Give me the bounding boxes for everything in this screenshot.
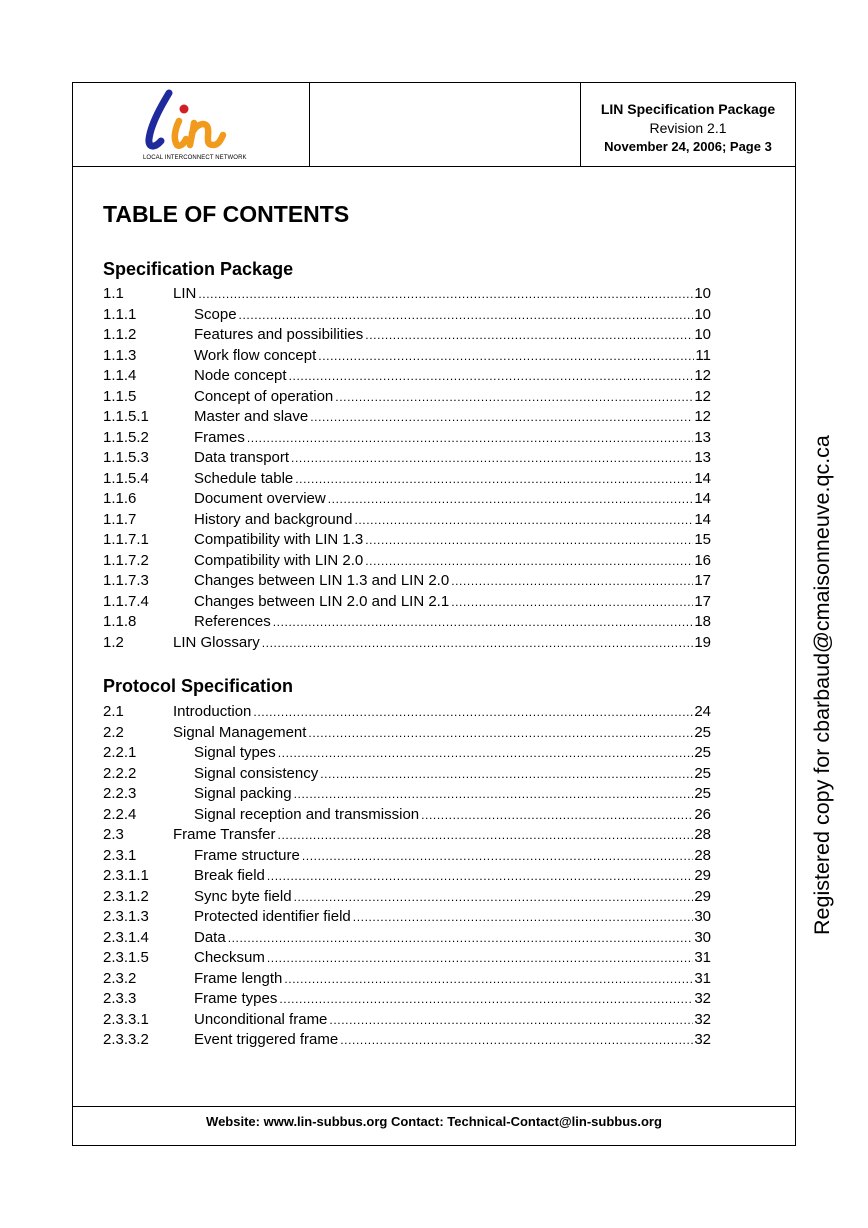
toc-entry-page: 24 bbox=[694, 703, 711, 720]
toc-entry[interactable] bbox=[103, 887, 711, 908]
toc-dot-leader bbox=[353, 907, 694, 928]
toc-entry[interactable] bbox=[103, 571, 711, 592]
toc-entry-line bbox=[194, 571, 711, 592]
toc-entry-line bbox=[194, 805, 711, 826]
toc-entry-number: 2.3.1.1 bbox=[103, 867, 149, 884]
toc-entry-line bbox=[194, 928, 711, 949]
toc-entry-page: 12 bbox=[694, 387, 711, 405]
toc-entry-number: 2.3.3.2 bbox=[103, 1031, 149, 1048]
toc-entry-number: 2.3.1 bbox=[103, 846, 137, 864]
toc-entry-line bbox=[173, 284, 711, 305]
toc-entry-title[interactable]: Signal reception and transmission bbox=[194, 805, 421, 826]
toc-entry-number: 1.2 bbox=[103, 633, 124, 651]
toc-entry[interactable] bbox=[103, 346, 711, 367]
toc-entry-page: 28 bbox=[694, 846, 711, 864]
toc-entry-line bbox=[194, 948, 711, 969]
toc-dot-leader bbox=[239, 305, 694, 326]
toc-entry-line bbox=[194, 907, 711, 928]
toc-entry-line bbox=[194, 612, 711, 633]
toc-entry-page: 14 bbox=[694, 490, 711, 507]
toc-dot-leader bbox=[198, 284, 693, 305]
toc-dot-leader bbox=[329, 1010, 693, 1031]
toc-entry-page: 32 bbox=[694, 1010, 711, 1028]
document-date-page: November 24, 2006; Page 3 bbox=[604, 139, 772, 154]
toc-entry-line bbox=[194, 846, 711, 867]
toc-entry-line bbox=[194, 448, 711, 469]
toc-entry[interactable] bbox=[103, 764, 711, 785]
toc-dot-leader bbox=[421, 805, 693, 826]
toc-entry-line bbox=[194, 989, 711, 1010]
toc-entry-number: 1.1.5.4 bbox=[103, 469, 149, 487]
toc-entry-title[interactable]: Unconditional frame bbox=[194, 1010, 329, 1031]
toc-entry-number: 1.1.8 bbox=[103, 613, 137, 630]
toc-entry-number: 2.3.2 bbox=[103, 969, 137, 987]
toc-list-specification bbox=[103, 284, 711, 653]
toc-entry-number: 1.1.5.1 bbox=[103, 408, 149, 425]
toc-entry-number: 2.3.1.5 bbox=[103, 949, 149, 966]
toc-entry-line bbox=[194, 887, 711, 908]
toc-entry-page: 25 bbox=[694, 785, 711, 802]
toc-entry-line bbox=[194, 428, 711, 449]
header-empty-cell bbox=[310, 83, 581, 166]
toc-entry-page: 30 bbox=[694, 908, 711, 925]
toc-dot-leader bbox=[228, 928, 694, 949]
toc-dot-leader bbox=[308, 723, 693, 744]
toc-dot-leader bbox=[310, 407, 693, 428]
toc-entry[interactable] bbox=[103, 846, 711, 867]
toc-entry-number: 2.3.3.1 bbox=[103, 1010, 149, 1028]
toc-entry[interactable] bbox=[103, 866, 711, 887]
toc-entry-number: 1.1.5 bbox=[103, 387, 137, 405]
toc-entry[interactable] bbox=[103, 592, 711, 613]
toc-dot-leader bbox=[295, 469, 693, 490]
toc-dot-leader bbox=[294, 784, 694, 805]
document-info-cell bbox=[581, 83, 795, 166]
toc-entry[interactable] bbox=[103, 469, 711, 490]
toc-entry[interactable] bbox=[103, 723, 711, 744]
toc-entry-page: 18 bbox=[694, 613, 711, 630]
toc-entry-line bbox=[194, 346, 711, 367]
toc-entry-number: 2.3.3 bbox=[103, 990, 137, 1007]
logo-cell bbox=[73, 83, 310, 166]
document-revision: Revision 2.1 bbox=[649, 120, 727, 136]
toc-entry-title[interactable]: Master and slave bbox=[194, 407, 310, 428]
toc-entry-line bbox=[173, 633, 711, 654]
toc-dot-leader bbox=[253, 702, 693, 723]
toc-dot-leader bbox=[354, 510, 693, 531]
toc-entry-number: 2.3 bbox=[103, 826, 124, 843]
toc-entry-title[interactable]: Protected identifier field bbox=[194, 907, 353, 928]
footer-contact: Website: www.lin-subbus.org Contact: Technical-Contact@lin-subbus.org bbox=[206, 1114, 662, 1129]
toc-entry-page: 16 bbox=[694, 551, 711, 569]
toc-entry-title[interactable]: Event triggered frame bbox=[194, 1030, 340, 1051]
toc-entry-page: 29 bbox=[694, 887, 711, 905]
toc-entry-line bbox=[194, 592, 711, 613]
toc-entry-title[interactable]: Features and possibilities bbox=[194, 325, 365, 346]
toc-entry-title[interactable]: LIN Glossary bbox=[173, 633, 262, 654]
toc-entry[interactable] bbox=[103, 551, 711, 572]
toc-dot-leader bbox=[294, 887, 694, 908]
toc-entry-number: 2.1 bbox=[103, 703, 124, 720]
toc-entry[interactable] bbox=[103, 907, 711, 928]
toc-entry-title[interactable]: Node concept bbox=[194, 366, 289, 387]
toc-entry-line bbox=[194, 866, 711, 887]
toc-entry-line bbox=[194, 366, 711, 387]
toc-entry-number: 1.1.5.3 bbox=[103, 449, 149, 466]
toc-dot-leader bbox=[365, 551, 693, 572]
toc-entry-number: 1.1.5.2 bbox=[103, 428, 149, 446]
toc-entry-line bbox=[194, 325, 711, 346]
toc-entry[interactable] bbox=[103, 1010, 711, 1031]
toc-entry-title[interactable]: Work flow concept bbox=[194, 346, 318, 367]
toc-entry-number: 1.1.7.3 bbox=[103, 572, 149, 589]
toc-dot-leader bbox=[273, 612, 694, 633]
toc-entry-number: 1.1.2 bbox=[103, 326, 137, 343]
toc-entry-line bbox=[194, 969, 711, 990]
toc-entry-number: 1.1.7.1 bbox=[103, 531, 149, 548]
toc-entry-page: 10 bbox=[694, 326, 711, 343]
toc-entry-line bbox=[194, 510, 711, 531]
toc-entry-line bbox=[194, 489, 711, 510]
toc-entry-number: 2.3.1.4 bbox=[103, 928, 149, 946]
toc-entry-number: 1.1 bbox=[103, 285, 124, 302]
toc-entry-title[interactable]: References bbox=[194, 612, 273, 633]
toc-entry-title[interactable]: Frame types bbox=[194, 989, 279, 1010]
toc-entry-title[interactable]: Introduction bbox=[173, 702, 253, 723]
logo-caption: LOCAL INTERCONNECT NETWORK bbox=[143, 155, 247, 161]
toc-entry-page: 28 bbox=[694, 826, 711, 843]
toc-entry-line bbox=[194, 305, 711, 326]
toc-entry[interactable] bbox=[103, 1030, 711, 1051]
toc-dot-leader bbox=[267, 866, 693, 887]
toc-entry-title[interactable]: Sync byte field bbox=[194, 887, 294, 908]
toc-entry[interactable] bbox=[103, 633, 711, 654]
page-footer bbox=[73, 1106, 795, 1147]
toc-entry-number: 2.2.4 bbox=[103, 805, 137, 823]
toc-dot-leader bbox=[328, 489, 694, 510]
toc-entry-title[interactable]: Signal Management bbox=[173, 723, 308, 744]
toc-entry-page: 29 bbox=[694, 867, 711, 884]
toc-entry[interactable] bbox=[103, 743, 711, 764]
toc-entry-number: 2.3.1.2 bbox=[103, 887, 149, 905]
toc-heading: TABLE OF CONTENTS bbox=[103, 201, 350, 227]
toc-entry[interactable] bbox=[103, 948, 711, 969]
toc-entry-title[interactable]: Data transport bbox=[194, 448, 291, 469]
toc-entry-title[interactable]: Frame length bbox=[194, 969, 284, 990]
toc-entry[interactable] bbox=[103, 969, 711, 990]
toc-entry-page: 25 bbox=[694, 723, 711, 741]
toc-entry-line bbox=[194, 469, 711, 490]
toc-dot-leader bbox=[267, 948, 693, 969]
toc-entry[interactable] bbox=[103, 428, 711, 449]
toc-entry-title[interactable]: Document overview bbox=[194, 489, 328, 510]
toc-dot-leader bbox=[340, 1030, 693, 1051]
toc-entry[interactable] bbox=[103, 407, 711, 428]
toc-entry-page: 10 bbox=[694, 285, 711, 302]
toc-entry-line bbox=[194, 551, 711, 572]
toc-entry-title[interactable]: Changes between LIN 2.0 and LIN 2.1 bbox=[194, 592, 451, 613]
toc-entry-title[interactable]: Signal types bbox=[194, 743, 278, 764]
toc-entry-page: 26 bbox=[694, 805, 711, 823]
toc-dot-leader bbox=[365, 530, 693, 551]
toc-entry[interactable] bbox=[103, 510, 711, 531]
toc-dot-leader bbox=[302, 846, 693, 867]
toc-entry-page: 13 bbox=[694, 449, 711, 466]
toc-dot-leader bbox=[365, 325, 693, 346]
toc-entry-page: 25 bbox=[694, 764, 711, 782]
toc-entry[interactable] bbox=[103, 387, 711, 408]
toc-entry-page: 17 bbox=[694, 572, 711, 589]
toc-dot-leader bbox=[320, 764, 693, 785]
toc-entry-number: 2.3.1.3 bbox=[103, 908, 149, 925]
toc-entry-number: 1.1.7 bbox=[103, 510, 137, 528]
toc-entry-page: 25 bbox=[694, 744, 711, 761]
toc-entry[interactable] bbox=[103, 305, 711, 326]
toc-dot-leader bbox=[247, 428, 693, 449]
toc-entry[interactable] bbox=[103, 702, 711, 723]
toc-entry-number: 2.2.3 bbox=[103, 785, 137, 802]
toc-entry-title[interactable]: Frames bbox=[194, 428, 247, 449]
toc-entry[interactable] bbox=[103, 784, 711, 805]
toc-entry-number: 1.1.4 bbox=[103, 367, 137, 384]
section-title: Specification Package bbox=[103, 259, 294, 279]
toc-entry-page: 19 bbox=[694, 633, 711, 651]
toc-entry-number: 1.1.3 bbox=[103, 346, 137, 364]
toc-entry-title[interactable]: Schedule table bbox=[194, 469, 295, 490]
toc-entry-line bbox=[173, 825, 711, 846]
toc-entry-title[interactable]: History and background bbox=[194, 510, 354, 531]
toc-entry-title[interactable]: Compatibility with LIN 1.3 bbox=[194, 530, 365, 551]
toc-entry-title[interactable]: Compatibility with LIN 2.0 bbox=[194, 551, 365, 572]
toc-dot-leader bbox=[284, 969, 693, 990]
toc-entry-page: 14 bbox=[694, 510, 711, 528]
page-header bbox=[73, 83, 795, 167]
section-title: Protocol Specification bbox=[103, 676, 294, 696]
toc-entry-line bbox=[173, 723, 711, 744]
toc-entry[interactable] bbox=[103, 530, 711, 551]
toc-entry-title[interactable]: Concept of operation bbox=[194, 387, 335, 408]
toc-entry-page: 12 bbox=[694, 408, 711, 425]
watermark: Registered copy for cbarbaud@cmaisonneuve.qc.ca bbox=[810, 435, 834, 935]
toc-entry[interactable] bbox=[103, 612, 711, 633]
toc-dot-leader bbox=[278, 825, 694, 846]
toc-entry-line bbox=[194, 743, 711, 764]
toc-entry-number: 1.1.1 bbox=[103, 305, 137, 323]
toc-entry[interactable] bbox=[103, 489, 711, 510]
toc-entry-page: 31 bbox=[694, 969, 711, 987]
toc-entry-title[interactable]: Changes between LIN 1.3 and LIN 2.0 bbox=[194, 571, 451, 592]
lin-logo-icon bbox=[139, 89, 249, 155]
toc-dot-leader bbox=[451, 571, 693, 592]
toc-entry-line bbox=[194, 764, 711, 785]
toc-entry-page: 15 bbox=[694, 531, 711, 548]
toc-dot-leader bbox=[278, 743, 694, 764]
toc-entry[interactable] bbox=[103, 284, 711, 305]
toc-dot-leader bbox=[318, 346, 694, 367]
toc-dot-leader bbox=[289, 366, 694, 387]
toc-entry-line bbox=[194, 784, 711, 805]
toc-entry[interactable] bbox=[103, 325, 711, 346]
toc-entry-title[interactable]: Frame Transfer bbox=[173, 825, 278, 846]
toc-entry-line bbox=[173, 702, 711, 723]
toc-list-protocol bbox=[103, 702, 711, 1051]
toc-entry[interactable] bbox=[103, 366, 711, 387]
toc-entry-title[interactable]: Checksum bbox=[194, 948, 267, 969]
toc-entry-page: 10 bbox=[694, 305, 711, 323]
toc-dot-leader bbox=[451, 592, 693, 613]
toc-entry-page: 30 bbox=[694, 928, 711, 946]
toc-entry-page: 14 bbox=[694, 469, 711, 487]
toc-entry-page: 17 bbox=[694, 592, 711, 610]
toc-entry-title[interactable]: Signal consistency bbox=[194, 764, 320, 785]
toc-entry-title[interactable]: LIN bbox=[173, 284, 198, 305]
toc-entry-number: 1.1.6 bbox=[103, 490, 137, 507]
toc-entry-line bbox=[194, 1030, 711, 1051]
toc-entry[interactable] bbox=[103, 825, 711, 846]
toc-entry-title[interactable]: Break field bbox=[194, 866, 267, 887]
toc-entry-number: 1.1.7.2 bbox=[103, 551, 149, 569]
toc-entry-page: 12 bbox=[694, 367, 711, 384]
toc-entry-number: 1.1.7.4 bbox=[103, 592, 149, 610]
toc-entry-line bbox=[194, 530, 711, 551]
toc-entry-title[interactable]: Scope bbox=[194, 305, 239, 326]
toc-entry-number: 2.2.2 bbox=[103, 764, 137, 782]
toc-entry-line bbox=[194, 1010, 711, 1031]
toc-entry-page: 32 bbox=[694, 1031, 711, 1048]
toc-entry[interactable] bbox=[103, 805, 711, 826]
toc-entry-number: 2.2 bbox=[103, 723, 124, 741]
toc-entry-number: 2.2.1 bbox=[103, 744, 137, 761]
page-frame bbox=[72, 82, 796, 1146]
toc-dot-leader bbox=[279, 989, 693, 1010]
toc-entry[interactable] bbox=[103, 448, 711, 469]
toc-entry[interactable] bbox=[103, 928, 711, 949]
toc-entry-page: 31 bbox=[694, 949, 711, 966]
toc-entry-title[interactable]: Signal packing bbox=[194, 784, 294, 805]
toc-entry-page: 11 bbox=[695, 346, 711, 364]
toc-entry-page: 32 bbox=[694, 990, 711, 1007]
toc-entry-title[interactable]: Data bbox=[194, 928, 228, 949]
toc-entry-page: 13 bbox=[694, 428, 711, 446]
toc-entry-line bbox=[194, 407, 711, 428]
toc-entry-line bbox=[194, 387, 711, 408]
toc-dot-leader bbox=[262, 633, 694, 654]
toc-entry[interactable] bbox=[103, 989, 711, 1010]
toc-dot-leader bbox=[291, 448, 693, 469]
toc-dot-leader bbox=[335, 387, 693, 408]
toc-entry-title[interactable]: Frame structure bbox=[194, 846, 302, 867]
document-title: LIN Specification Package bbox=[600, 101, 776, 117]
